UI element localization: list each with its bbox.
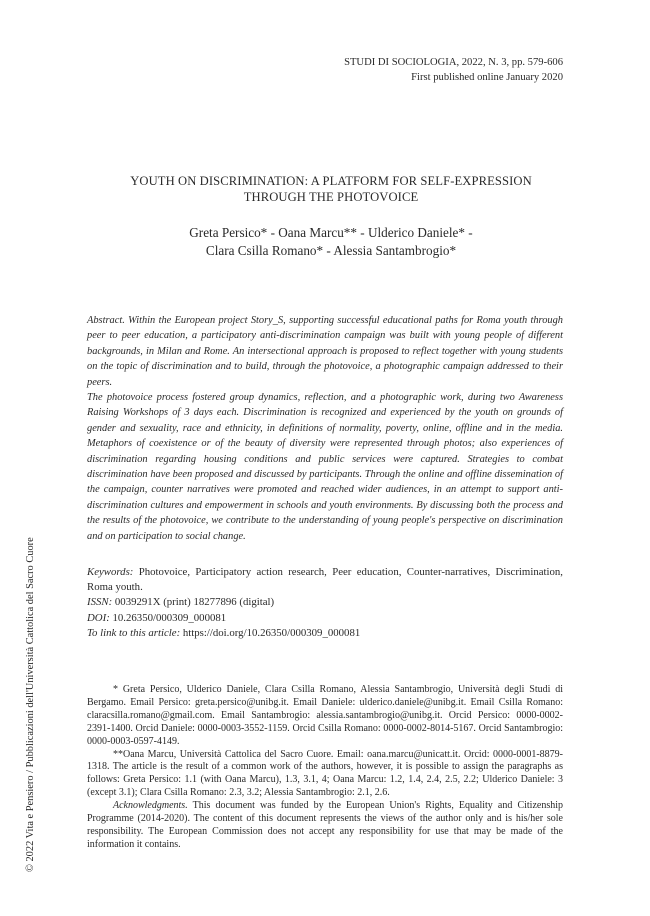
acknowledgments-text: This document was funded by the European Union's Rights, Equality and Citizenship Programme (2014-2020). The content of this document represents the views of the author only and is his/her sole responsibility. The European Commission does not accept any responsibility for use that may be made of the information it contains. bbox=[87, 800, 563, 850]
footnote-affiliation-cattolica: **Oana Marcu, Università Cattolica del Sacro Cuore. Email: oana.marcu@unicatt.it. Orcid: 0000-0001-8879-1318. The article is the result of a common work of the authors, however, it is possible to assign the paragraphs as follows: Greta Persico: 1.1 (with Oana Marcu), 1.3, 3.1, 4; Oana Marcu: 1.2, 1.4, 2.4, 2.5, 2.2; Ulderico Daniele: 3 (except 3.1); Clara Csilla Romano: 2.3, 3.2; Alessia Santambrogio: 2.1, 2.6. bbox=[87, 748, 563, 799]
abstract-paragraph-1: Abstract. Within the European project Story_S, supporting successful educational paths for Roma youth through peer to peer education, a participatory anti-discrimination campaign was built with young people of different backgrounds, in Milan and Rome. An intersectional approach is proposed to reflect together with young students on the topic of discrimination and to build, through the photovoice, a photographic campaign addressed to their peers. bbox=[87, 315, 563, 388]
doi bbox=[87, 611, 563, 626]
article-link bbox=[87, 626, 563, 641]
footnote-affiliations-bergamo: * Greta Persico, Ulderico Daniele, Clara Csilla Romano, Alessia Santambrogio, Università degli Studi di Bergamo. Email Persico: greta.persico@unibg.it. Email Daniele: ulderico.daniele@unibg.it. Email Csilla Romano: claracsilla.romano@gmail.com. Email Santambrogio: alessia.santambrogio@unibg.it. Orcid Persico: 0000-0002-2391-1400. Orcid Daniele: 0000-0003-3552-1159. Orcid Csilla Romano: 0000-0002-8014-5167. Orcid Santambrogio: 0000-0003-0597-4149. bbox=[87, 684, 563, 747]
issn-value: 0039291X (print) 18277896 (digital) bbox=[114, 596, 275, 609]
abstract-paragraph-2: The photovoice process fostered group dynamics, reflection, and a photographic work, during two Awareness Raising Workshops of 3 days each. Discrimination is recognized and experienced by the youth on grounds of gender and sexuality, race and ethnicity, in definitions of normality, poverty, online, offline and in the media. Metaphors of coexistence or of the beauty of diversity were represented through photos; also experiences of discrimination regarding housing conditions and public services were captured. Strategies to combat discrimination have been proposed and discussed by participants. Through the online and offline dissemination of the campaign, counter narratives were promoted and reached wider audiences, in an attempt to support anti-discrimination cultures and empowerment in schools and youth environments. By discussing both the process and the results of the photovoice, we contribute to the understanding of young people's perspective on discrimination and on participation to social change. bbox=[87, 392, 563, 542]
author-list-line-1: Greta Persico* - Oana Marcu** - Ulderico Daniele* - bbox=[189, 225, 473, 240]
author-list-line-2: Clara Csilla Romano* - Alessia Santambrogio* bbox=[205, 243, 457, 258]
article-metadata bbox=[87, 565, 563, 641]
publication-date: First published online January 2020 bbox=[411, 72, 563, 83]
doi-label: DOI: bbox=[87, 611, 110, 624]
journal-citation: STUDI DI SOCIOLOGIA, 2022, N. 3, pp. 579-606 bbox=[344, 57, 563, 68]
acknowledgments-label: Acknowledgments. bbox=[113, 800, 188, 812]
article-title-line-2: THROUGH THE PHOTOVOICE bbox=[243, 190, 419, 204]
keywords bbox=[87, 565, 563, 595]
footnotes bbox=[87, 684, 563, 852]
keywords-value: Photovoice, Participatory action research, Peer education, Counter-narratives, Discrimination, Roma youth. bbox=[87, 566, 564, 594]
doi-value: 10.26350/000309_000081 bbox=[112, 611, 227, 624]
author-list bbox=[96, 224, 566, 260]
abstract bbox=[87, 313, 563, 544]
article-title bbox=[96, 173, 566, 205]
article-title-line-1: YOUTH ON DISCRIMINATION: A PLATFORM FOR SELF-EXPRESSION bbox=[130, 174, 532, 188]
issn-label: ISSN: bbox=[87, 596, 113, 609]
acknowledgments bbox=[87, 800, 563, 852]
issn bbox=[87, 595, 563, 610]
article-link-url[interactable]: https://doi.org/10.26350/000309_000081 bbox=[182, 626, 361, 639]
article-link-label: To link to this article: bbox=[87, 626, 181, 639]
journal-header bbox=[344, 55, 563, 85]
keywords-label: Keywords: bbox=[87, 566, 134, 578]
copyright-notice: © 2022 Vita e Pensiero / Pubblicazioni dell'Università Cattolica del Sacro Cuore bbox=[25, 537, 36, 872]
